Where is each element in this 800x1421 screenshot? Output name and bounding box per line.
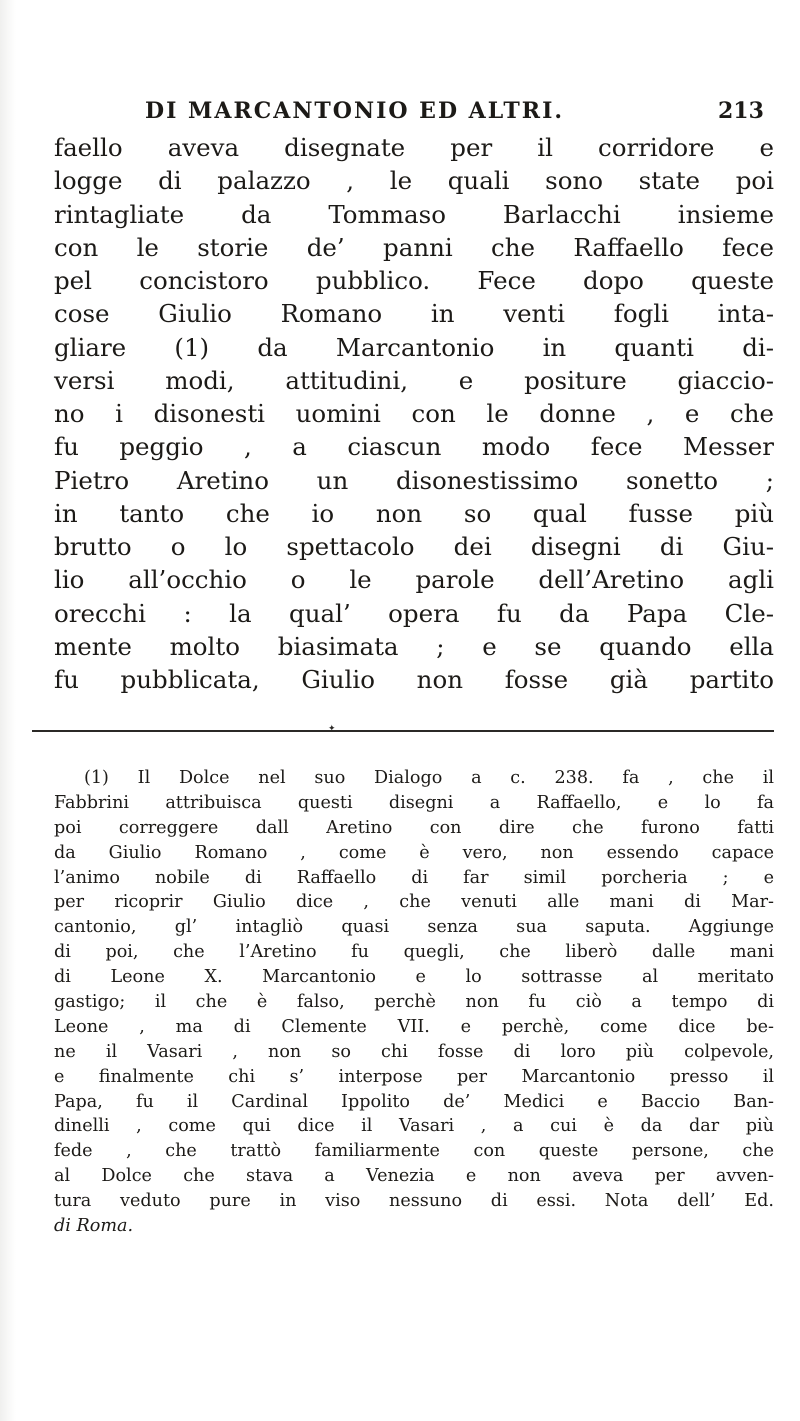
footnote-line: di Leone X. Marcantonio e lo sottrasse al meritato: [54, 967, 774, 988]
footnote-line: Papa, fu il Cardinal Ippolito de’ Medici e Baccio Ban-: [54, 1091, 774, 1112]
body-line: versi modi, attitudini, e positure giaccio-: [54, 365, 774, 395]
body-line: Pietro Aretino un disonestissimo sonetto ;: [54, 465, 774, 495]
footnote-line: per ricoprir Giulio dice , che venuti alle mani di Mar-: [54, 892, 774, 913]
separator-rule: [32, 730, 774, 732]
body-line: fu pubblicata, Giulio non fosse già partito: [54, 665, 774, 694]
main-text: [54, 131, 774, 696]
page-number: 213: [718, 98, 764, 124]
footnote-line: poi correggere dall Aretino con dire che furono fatti: [54, 817, 774, 838]
footnote-line: di Roma.: [54, 1216, 134, 1237]
footnote-line: ne il Vasari , non so chi fosse di loro più colpevole,: [54, 1041, 774, 1062]
body-line: no i disonesti uomini con le donne , e che: [54, 399, 774, 428]
body-line: cose Giulio Romano in venti fogli inta-: [54, 299, 774, 329]
body-line: faello aveva disegnate per il corridore e: [54, 133, 774, 162]
footnote-line: dinelli , come qui dice il Vasari , a cui è da dar più: [54, 1116, 774, 1137]
footnote-line: Fabbrini attribuisca questi disegni a Raffaello, e lo fa: [54, 792, 774, 813]
footnote-line: al Dolce che stava a Venezia e non aveva per avven-: [54, 1166, 774, 1187]
running-head: [0, 98, 800, 130]
footnote-line: e finalmente chi s’ interpose per Marcantonio presso il: [54, 1066, 774, 1087]
footnote-line: di poi, che l’Aretino fu quegli, che liberò dalle mani: [54, 942, 774, 963]
separator-ornament: ✦: [328, 724, 336, 734]
body-line: con le storie de’ panni che Raffaello fece: [54, 232, 774, 262]
footnote-line: cantonio, gl’ intagliò quasi senza sua saputa. Aggiunge: [54, 917, 774, 938]
body-line: in tanto che io non so qual fusse più: [54, 498, 774, 528]
body-line: brutto o lo spettacolo dei disegni di Giu-: [54, 532, 774, 561]
body-line: logge di palazzo , le quali sono state poi: [54, 166, 774, 196]
footnote-line: l’animo nobile di Raffaello di far simil porcheria ; e: [54, 867, 774, 888]
footnote-line: Leone , ma di Clemente VII. e perchè, come dice be-: [54, 1016, 774, 1037]
footnote-separator: [32, 724, 774, 734]
body-line: orecchi : la qual’ opera fu da Papa Cle-: [54, 598, 774, 628]
footnotes: [54, 766, 774, 1239]
body-line: pel concistoro pubblico. Fece dopo queste: [54, 266, 774, 295]
page-gutter-edge: [0, 0, 16, 1421]
footnote-line: fede , che trattò familiarmente con queste persone, che: [54, 1141, 774, 1162]
footnote-line: tura veduto pure in viso nessuno di essi. Nota dell’ Ed.: [54, 1191, 774, 1212]
body-line: gliare (1) da Marcantonio in quanti di-: [54, 332, 774, 362]
body-line: rintagliate da Tommaso Barlacchi insieme: [54, 199, 774, 229]
body-line: mente molto biasimata ; e se quando ella: [54, 631, 774, 661]
running-title: DI MARCANTONIO ED ALTRI.: [145, 98, 565, 124]
body-line: lio all’occhio o le parole dell’Aretino agli: [54, 565, 774, 595]
body-line: fu peggio , a ciascun modo fece Messer: [54, 432, 774, 462]
footnote-line: da Giulio Romano , come è vero, non essendo capace: [54, 842, 774, 863]
footnote-line: (1) Il Dolce nel suo Dialogo a c. 238. fa , che il: [84, 768, 774, 788]
footnote-line: gastigo; il che è falso, perchè non fu ciò a tempo di: [54, 992, 774, 1013]
